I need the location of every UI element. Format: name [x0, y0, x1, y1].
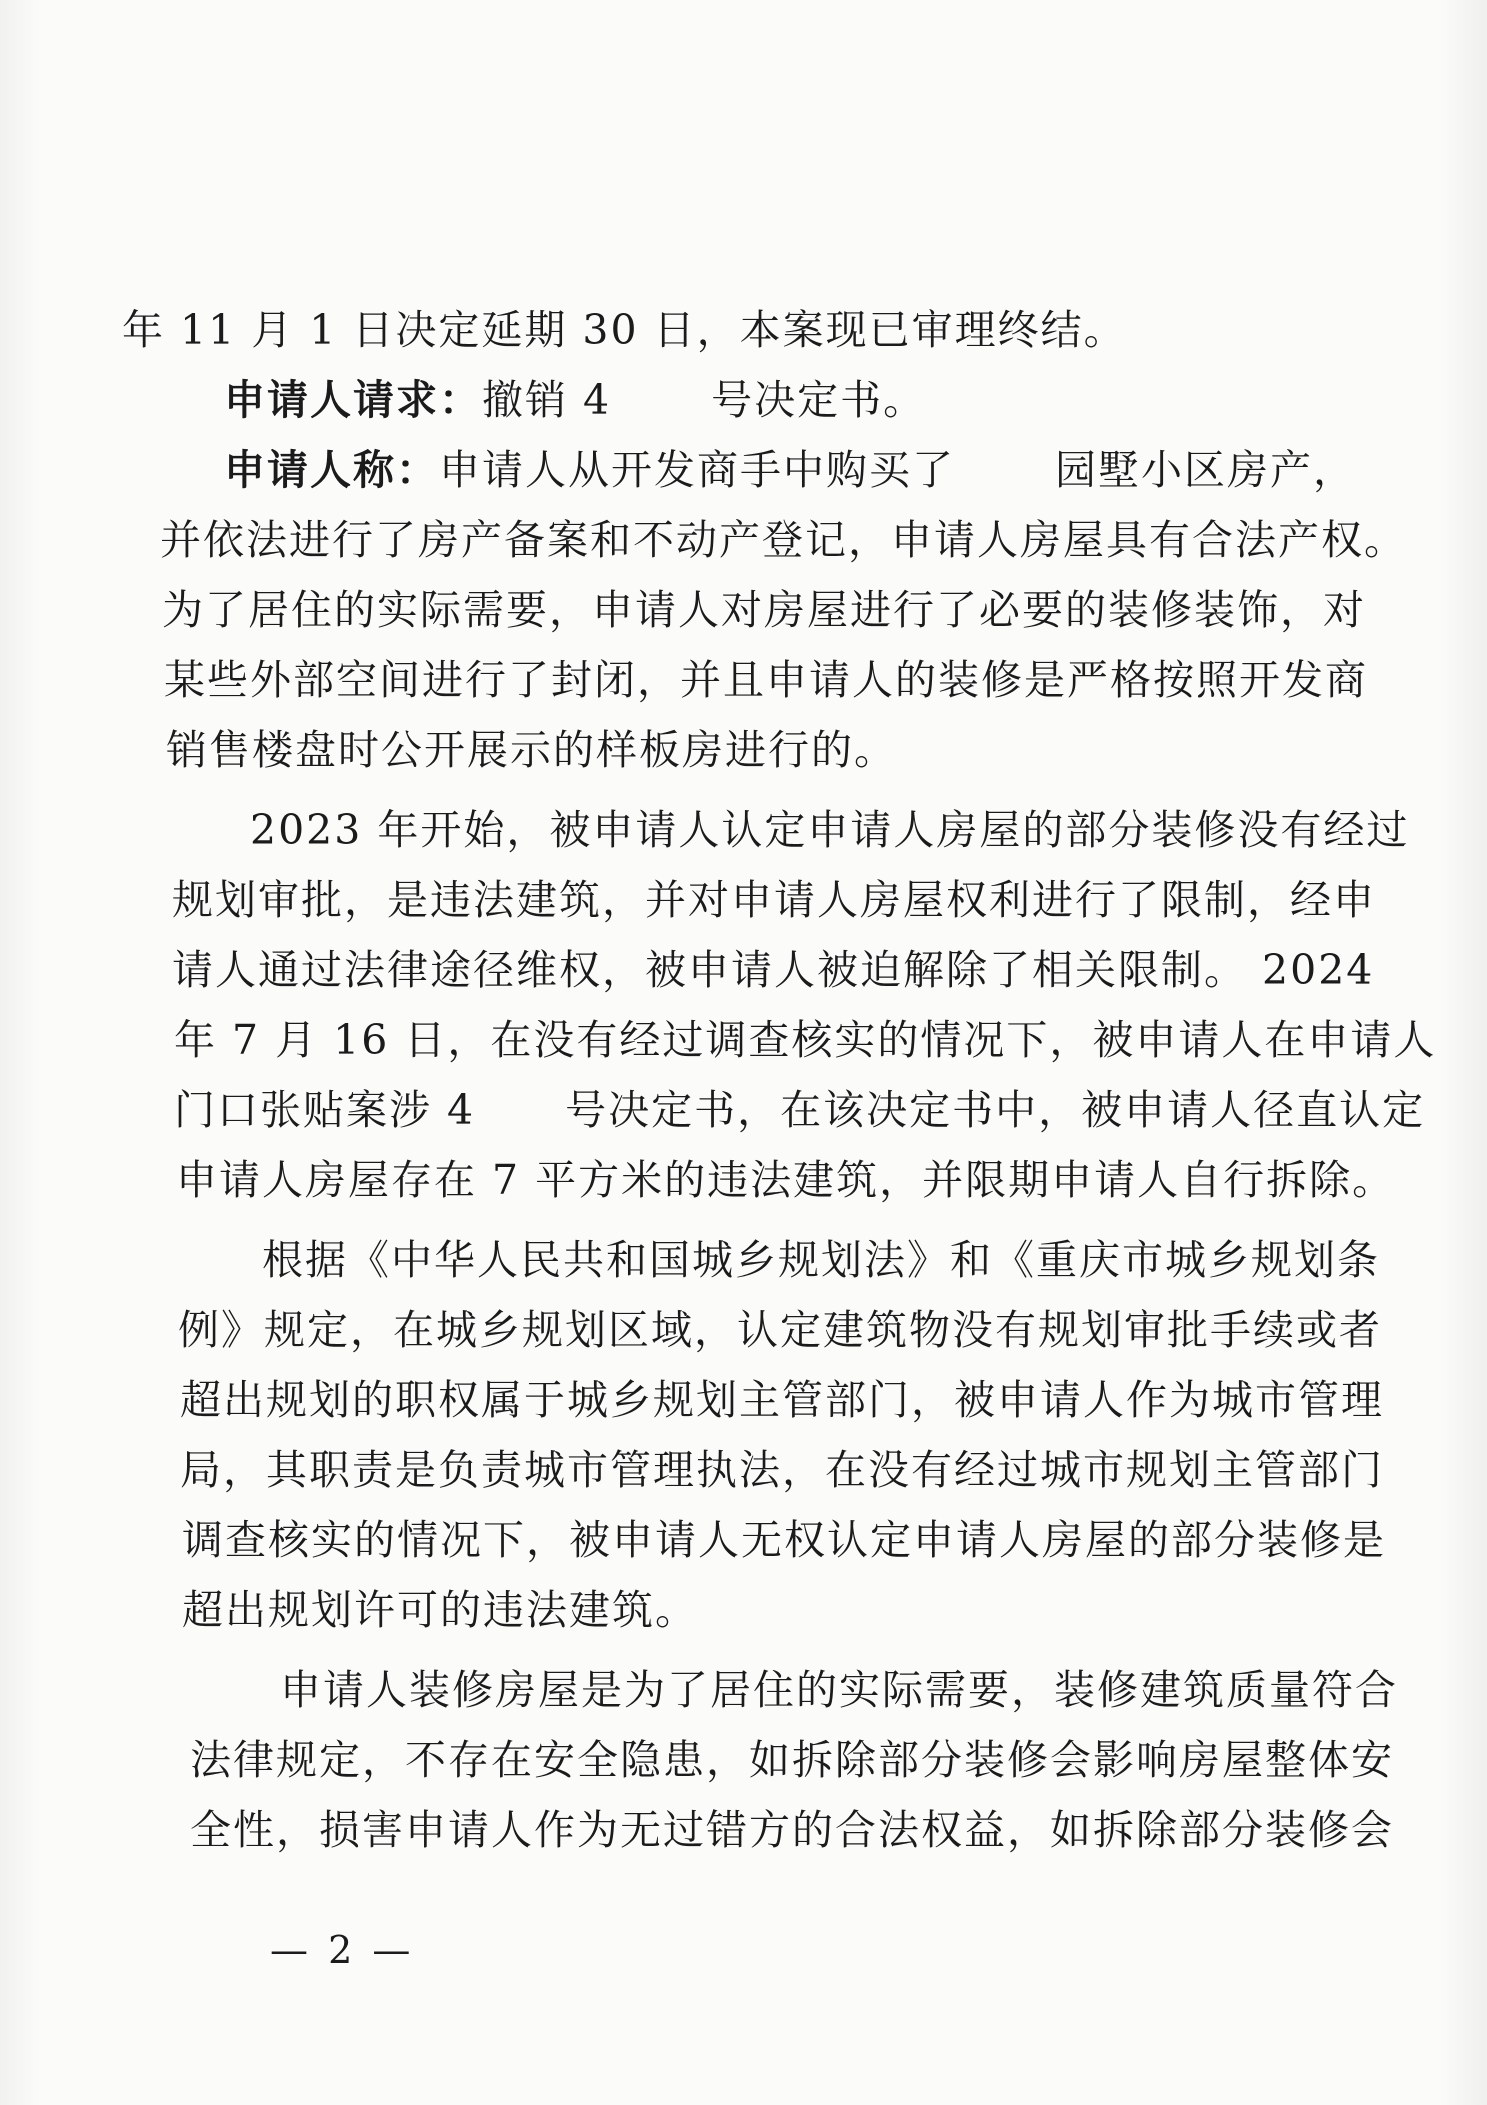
line-text: 年 11 月 1 日决定延期 30 日，本案现已审理终结。 [122, 306, 1127, 354]
text-line [172, 870, 1376, 930]
text-line [172, 940, 1374, 1000]
text-line [164, 650, 1368, 710]
page-number: — 2 — [270, 1928, 415, 1972]
text-line [262, 1230, 1380, 1290]
text-line [160, 510, 1407, 570]
text-line [182, 1580, 698, 1640]
request-label: 申请人请求： [224, 376, 482, 424]
text-line [190, 1800, 1394, 1860]
text-line [176, 1150, 1395, 1210]
text-line [250, 800, 1409, 860]
text-line [162, 580, 1366, 640]
line-text: 为了居住的实际需要，申请人对房屋进行了必要的装修装饰，对 [162, 586, 1366, 634]
claim-text-a: 申请人从开发商手中购买了 [439, 446, 955, 494]
text-line [182, 1510, 1386, 1570]
line-text-a: 门口张贴案涉 4 [174, 1086, 476, 1134]
claim-label: 申请人称： [224, 446, 439, 494]
claim-text-b: 园墅小区房产， [1055, 446, 1356, 494]
line-text: 调查核实的情况下，被申请人无权认定申请人房屋的部分装修是 [182, 1516, 1386, 1564]
line-text: 申请人房屋存在 7 平方米的违法建筑，并限期申请人自行拆除。 [176, 1156, 1396, 1204]
line-text: 局，其职责是负责城市管理执法，在没有经过城市规划主管部门 [180, 1446, 1384, 1494]
line-text: 年 7 月 16 日，在没有经过调查核实的情况下，被申请人在申请人 [174, 1016, 1437, 1064]
request-text-b: 号决定书。 [711, 376, 927, 424]
text-line [190, 1730, 1394, 1790]
text-line [280, 1660, 1398, 1720]
claim-line [224, 440, 1356, 500]
line-text: 2023 年开始，被申请人认定申请人房屋的部分装修没有经过 [250, 806, 1410, 854]
request-text-a: 撤销 4 [482, 376, 612, 424]
request-line [224, 370, 926, 430]
line-text: 超出规划许可的违法建筑。 [182, 1586, 698, 1634]
text-line [180, 1440, 1384, 1500]
text-line [166, 720, 897, 780]
line-text: 销售楼盘时公开展示的样板房进行的。 [166, 726, 897, 774]
line-text: 规划审批，是违法建筑，并对申请人房屋权利进行了限制，经申 [172, 876, 1376, 924]
text-line [180, 1370, 1384, 1430]
text-line [122, 300, 1127, 360]
line-text: 全性，损害申请人作为无过错方的合法权益，如拆除部分装修会 [190, 1806, 1394, 1854]
line-text: 超出规划的职权属于城乡规划主管部门，被申请人作为城市管理 [180, 1376, 1384, 1424]
line-text-b: 号决定书，在该决定书中，被申请人径直认定 [565, 1086, 1426, 1134]
line-text: 根据《中华人民共和国城乡规划法》和《重庆市城乡规划条 [262, 1236, 1380, 1284]
line-text: 并依法进行了房产备案和不动产登记，申请人房屋具有合法产权。 [160, 516, 1407, 564]
text-line [174, 1080, 1425, 1140]
line-text: 某些外部空间进行了封闭，并且申请人的装修是严格按照开发商 [164, 656, 1368, 704]
line-text: 法律规定，不存在安全隐患，如拆除部分装修会影响房屋整体安 [190, 1736, 1394, 1784]
line-text: 申请人装修房屋是为了居住的实际需要，装修建筑质量符合 [280, 1666, 1398, 1714]
text-line [178, 1300, 1382, 1360]
line-text: 例》规定，在城乡规划区域，认定建筑物没有规划审批手续或者 [178, 1306, 1382, 1354]
line-text: 请人通过法律途径维权，被申请人被迫解除了相关限制。 2024 [172, 946, 1375, 994]
text-line [174, 1010, 1436, 1070]
